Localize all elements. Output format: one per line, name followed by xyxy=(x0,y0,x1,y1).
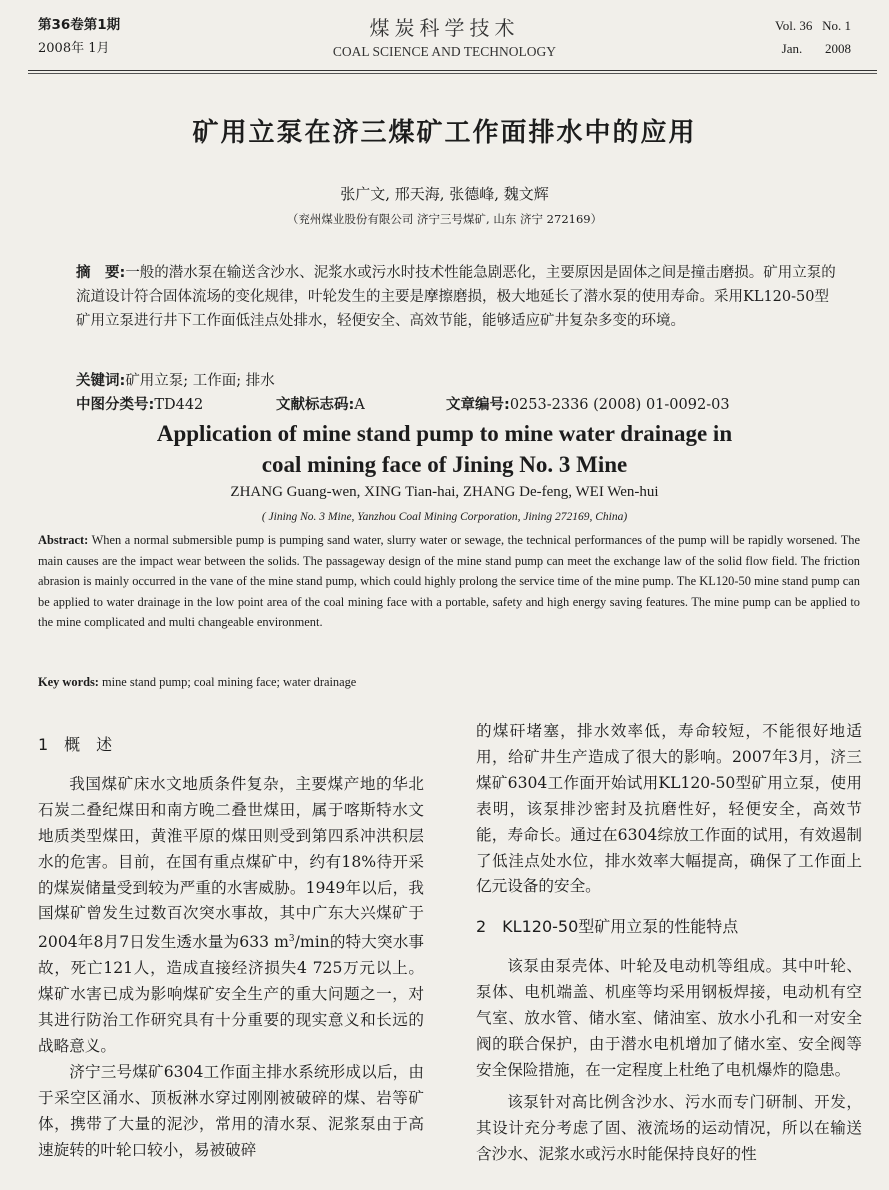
doc-code-value: A xyxy=(354,397,365,413)
abstract-en-label: Abstract: xyxy=(38,533,89,547)
keywords-cn-label: 关键词: xyxy=(76,373,126,389)
clc-value: TD442 xyxy=(154,397,204,413)
title-en-line1: Application of mine stand pump to mine water drainage in xyxy=(156,421,733,446)
journal-name-cn: 煤炭科学技术 xyxy=(369,16,520,40)
body-right-column xyxy=(476,719,862,1168)
abstract-cn-text: 一般的潜水泵在输送含沙水、泥浆水或污水时技术性能急剧恶化，主要原因是固体之间是撞击磨损。矿用立泵的流道设计符合固体流场的变化规律，叶轮发生的主要是摩擦磨损，极大地延长了潜水泵的使用寿命。采用KL120-50型矿用立泵进行井下工作面低洼点处排水，轻便安全、高效节能，能够适应矿井复杂多变的环境。 xyxy=(76,265,836,329)
abstract-cn xyxy=(76,261,836,333)
keywords-cn-text: 矿用立泵; 工作面; 排水 xyxy=(125,373,275,389)
affiliation-en: ( Jining No. 3 Mine, Yanzhou Coal Mining Corporation, Jining 272169, China) xyxy=(261,511,628,523)
article-title-cn: 矿用立泵在济三煤矿工作面排水中的应用 xyxy=(192,118,697,148)
authors-en: ZHANG Guang-wen, XING Tian-hai, ZHANG De-feng, WEI Wen-hui xyxy=(230,484,659,500)
abstract-en-text: When a normal submersible pump is pumping sand water, slurry water or sewage, the technical performances of the pump will be rapidly worsened. The main causes are the impact wear between the solids. The passageway design of the mine stand pump can meet the exchange law of the solid flow field. The friction abrasion is mainly occurred in the vane of the mine stand pump, which could highly prolong the service time of the mine pump. The KL120-50 mine stand pump can be applied to water drainage in the low point area of the coal mining face with a portable, safety and high energy saving features. The mine pump can be applied to the mine complicated and multi changeable environment. xyxy=(38,533,860,630)
article-title-en xyxy=(0,418,889,480)
article-no-value: 0253-2336 (2008) 01-0092-03 xyxy=(509,397,730,413)
authors-cn: 张广文, 邢天海, 张德峰, 魏文辉 xyxy=(340,185,549,203)
year-label: 2008 xyxy=(825,41,851,56)
clc-label: 中图分类号: xyxy=(76,397,155,413)
journal-name-en: COAL SCIENCE AND TECHNOLOGY xyxy=(332,44,557,59)
month-label: Jan. xyxy=(781,41,803,56)
paragraph-text: /min的特大突水事故，死亡121人，造成直接经济损失4 725万元以上。煤矿水害已成为影响煤矿安全生产的重大问题之一，对其进行防治工作研究具有十分重要的现实意义和长远的战略意义。 xyxy=(38,933,424,1056)
number-label: No. 1 xyxy=(822,18,851,33)
keywords-cn xyxy=(76,369,836,393)
section-1-paragraph-2: 济宁三号煤矿6304工作面主排水系统形成以后，由于采空区涌水、顶板淋水穿过刚刚被破碎的煤、岩等矿体，携带了大量的泥沙，常用的清水泵、泥浆泵由于高速旋转的叶轮口较小，易被破碎 xyxy=(38,1063,424,1159)
keywords-en-text: mine stand pump; coal mining face; water drainage xyxy=(102,675,357,689)
title-en-line2: coal mining face of Jining No. 3 Mine xyxy=(261,452,628,477)
header-center xyxy=(0,12,889,60)
doc-code-label: 文献标志码: xyxy=(276,397,355,413)
keywords-en-label: Key words: xyxy=(38,675,99,689)
section-2-heading: 2 KL120-50型矿用立泵的性能特点 xyxy=(476,917,739,937)
header-rule-thin xyxy=(28,73,877,74)
volume-label: Vol. 36 xyxy=(775,18,813,33)
section-2-paragraph-2: 该泵针对高比例含沙水、污水而专门研制、开发，其设计充分考虑了固、液流场的运动情况，所以在输送含沙水、泥浆水或污水时能保持良好的性 xyxy=(476,1092,862,1163)
issue-label: 第36卷第1期 xyxy=(38,17,121,33)
section-1-paragraph-2-continued: 的煤矸堵塞，排水效率低，寿命较短，不能很好地适用，给矿井生产造成了很大的影响。2007年3月，济三煤矿6304工作面开始试用KL120-50型矿用立泵，使用表明，该泵排沙密封及抗磨性好，轻便安全，高效节能，寿命长。通过在6304综放工作面的试用，有效遏制了低洼点处水位，排水效率大幅提高，确保了工作面上亿元设备的安全。 xyxy=(476,722,862,896)
paragraph-text: 我国煤矿床水文地质条件复杂，主要煤产地的华北石炭二叠纪煤田和南方晚二叠世煤田，属于喀斯特水文地质类型煤田，黄淮平原的煤田则受到第四系冲洪积层水的危害。目前，在国有重点煤矿中，约有18%待开采的煤炭储量受到较为严重的水害威胁。1949年以后，我国煤矿曾发生过数百次突水事故，其中广东大兴煤矿于2004年8月7日发生透水量为633 m xyxy=(38,774,424,952)
header-right xyxy=(775,14,851,60)
article-no-label: 文章编号: xyxy=(446,397,510,413)
body-left-column xyxy=(38,732,424,1164)
affiliation-cn: （兖州煤业股份有限公司 济宁三号煤矿, 山东 济宁 272169） xyxy=(286,212,603,226)
section-1-heading: 1 概 述 xyxy=(38,735,113,754)
abstract-en xyxy=(38,530,860,633)
abstract-cn-label: 摘 要: xyxy=(76,265,126,281)
superscript: 3 xyxy=(288,934,295,945)
section-1-paragraph-1 xyxy=(38,772,424,1060)
section-2-paragraph-1: 该泵由泵壳体、叶轮及电动机等组成。其中叶轮、泵体、电机端盖、机座等均采用钢板焊接，电动机有空气室、放水管、储水室、储油室、放水小孔和一对安全阀的联合保护，由于潜水电机增加了储水室、安全阀等安全保险措施，在一定程度上杜绝了电机爆炸的隐患。 xyxy=(476,957,862,1079)
keywords-en xyxy=(38,675,356,690)
classification-line xyxy=(76,393,836,417)
date-label: 2008年 1月 xyxy=(38,41,110,56)
header-rule xyxy=(28,70,877,71)
